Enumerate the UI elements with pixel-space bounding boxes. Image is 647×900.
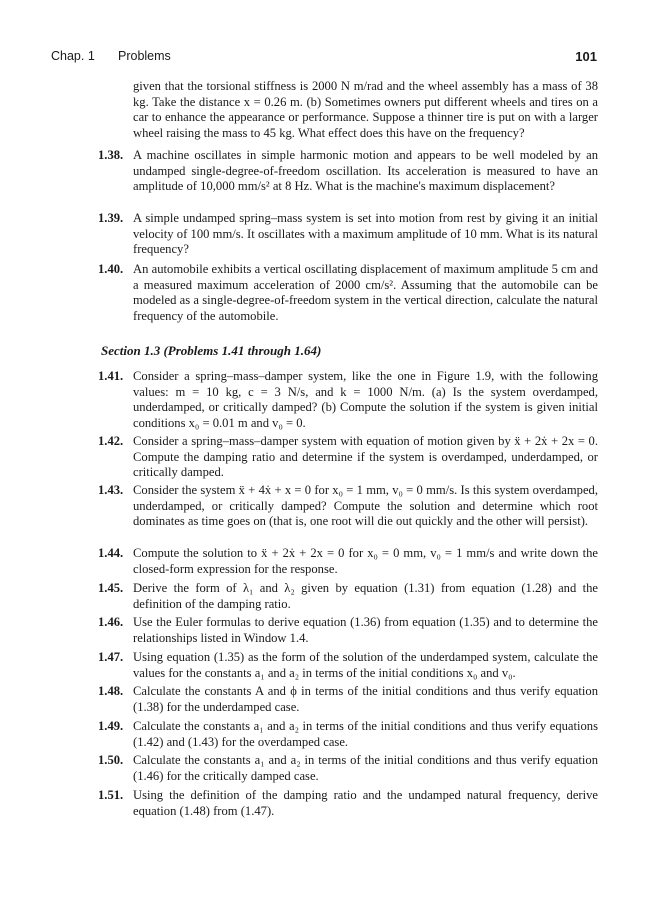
section-title: Problems [118,49,171,63]
problem-text: Consider a spring–mass–damper system, like the one in Figure 1.9, with the following values: m = 10 kg, c = 3 N/s, and k = 1000 N/m. (a) Is the system overdamped, underdamped, or critically damped? (b) Compute the solution if the system is given initial conditions x₀ = 0.01 m and v₀ = 0. [133,369,598,430]
problem-1-40 [98,262,598,324]
problem-text: A simple undamped spring–mass system is set into motion from rest by giving it an initial velocity of 100 mm/s. It oscillates with a maximum amplitude of 10 mm. What is its natural frequency? [133,211,598,256]
problem-1-47 [98,650,598,681]
problem-number: 1.45. [98,581,124,595]
problem-1-45 [98,581,598,612]
problem-number: 1.38. [98,148,124,162]
problem-number: 1.46. [98,615,124,629]
problem-1-43 [98,483,598,530]
problem-number: 1.47. [98,650,124,664]
problem-number: 1.40. [98,262,124,276]
problem-number: 1.50. [98,753,124,767]
problem-text: Calculate the constants a₁ and a₂ in terms of the initial conditions and thus verify equation (1.46) for the critically damped case. [133,753,598,783]
problem-text: Consider a spring–mass–damper system with equation of motion given by ẍ + 2ẋ + 2x = 0. Compute the damping ratio and determine if the system is overdamped, underdamped, or critically damped. [133,434,598,479]
problem-number: 1.44. [98,546,124,560]
problem-text: Using equation (1.35) as the form of the solution of the underdamped system, calculate the values for the constants a₁ and a₂ in terms of the initial conditions x₀ and v₀. [133,650,598,680]
problem-text: Consider the system ẍ + 4ẋ + x = 0 for x₀ = 1 mm, v₀ = 0 mm/s. Is this system overdamped, underdamped, or critically damped? Compute the solution and determine which root dominates as time goes on (that is, one root will die out quickly and the other will persist). [133,483,598,528]
chapter-label: Chap. 1 [51,49,95,63]
problem-1-46 [98,615,598,646]
problem-number: 1.43. [98,483,124,497]
problem-text: Compute the solution to ẍ + 2ẋ + 2x = 0 for x₀ = 0 mm, v₀ = 1 mm/s and write down the closed-form expression for the response. [133,546,598,576]
problem-text: Calculate the constants A and ϕ in terms of the initial conditions and thus verify equation (1.38) for the underdamped case. [133,684,598,714]
problem-text: An automobile exhibits a vertical oscillating displacement of maximum amplitude 5 cm and a measured maximum acceleration of 2000 cm/s². Assuming that the automobile can be modeled as a single-degree-of-freedom system in the vertical direction, calculate the natural frequency of the automobile. [133,262,598,323]
problem-number: 1.41. [98,369,124,383]
problem-1-51 [98,788,598,819]
section-heading: Section 1.3 (Problems 1.41 through 1.64) [101,343,322,358]
problem-1-44 [98,546,598,577]
problem-text: A machine oscillates in simple harmonic motion and appears to be well modeled by an undamped single-degree-of-freedom oscillation. Its acceleration is measured to have an amplitude of 10,000 mm/s² at 8 Hz. What is the machine's maximum displacement? [133,148,598,193]
problem-1-49 [98,719,598,750]
problem-number: 1.51. [98,788,124,802]
problem-text: Derive the form of λ₁ and λ₂ given by equation (1.31) from equation (1.28) and the definition of the damping ratio. [133,581,598,611]
problem-number: 1.42. [98,434,124,448]
problem-text: Use the Euler formulas to derive equation (1.36) from equation (1.35) and to determine the relationships listed in Window 1.4. [133,615,598,645]
problem-1-39 [98,211,598,258]
problem-1-38 [98,148,598,195]
problem-text: Using the definition of the damping ratio and the undamped natural frequency, derive equation (1.48) from (1.47). [133,788,598,818]
problem-1-41 [98,369,598,431]
page-header [51,49,597,65]
page-number: 101 [575,49,597,64]
problem-1-42 [98,434,598,481]
problem-text: Calculate the constants a₁ and a₂ in terms of the initial conditions and thus verify equations (1.42) and (1.43) for the overdamped case. [133,719,598,749]
problem-1-48 [98,684,598,715]
problem-number: 1.39. [98,211,124,225]
problem-number: 1.49. [98,719,124,733]
problem-continuation: given that the torsional stiffness is 2000 N m/rad and the wheel assembly has a mass of 38 kg. Take the distance x = 0.26 m. (b) Sometimes owners put different wheels and tires on a car to enhance the appearance or performance. Suppose a thinner tire is put on with a larger wheel raising the mass to 45 kg. What effect does this have on the frequency? [133,79,598,140]
problem-1-50 [98,753,598,784]
problem-number: 1.48. [98,684,124,698]
